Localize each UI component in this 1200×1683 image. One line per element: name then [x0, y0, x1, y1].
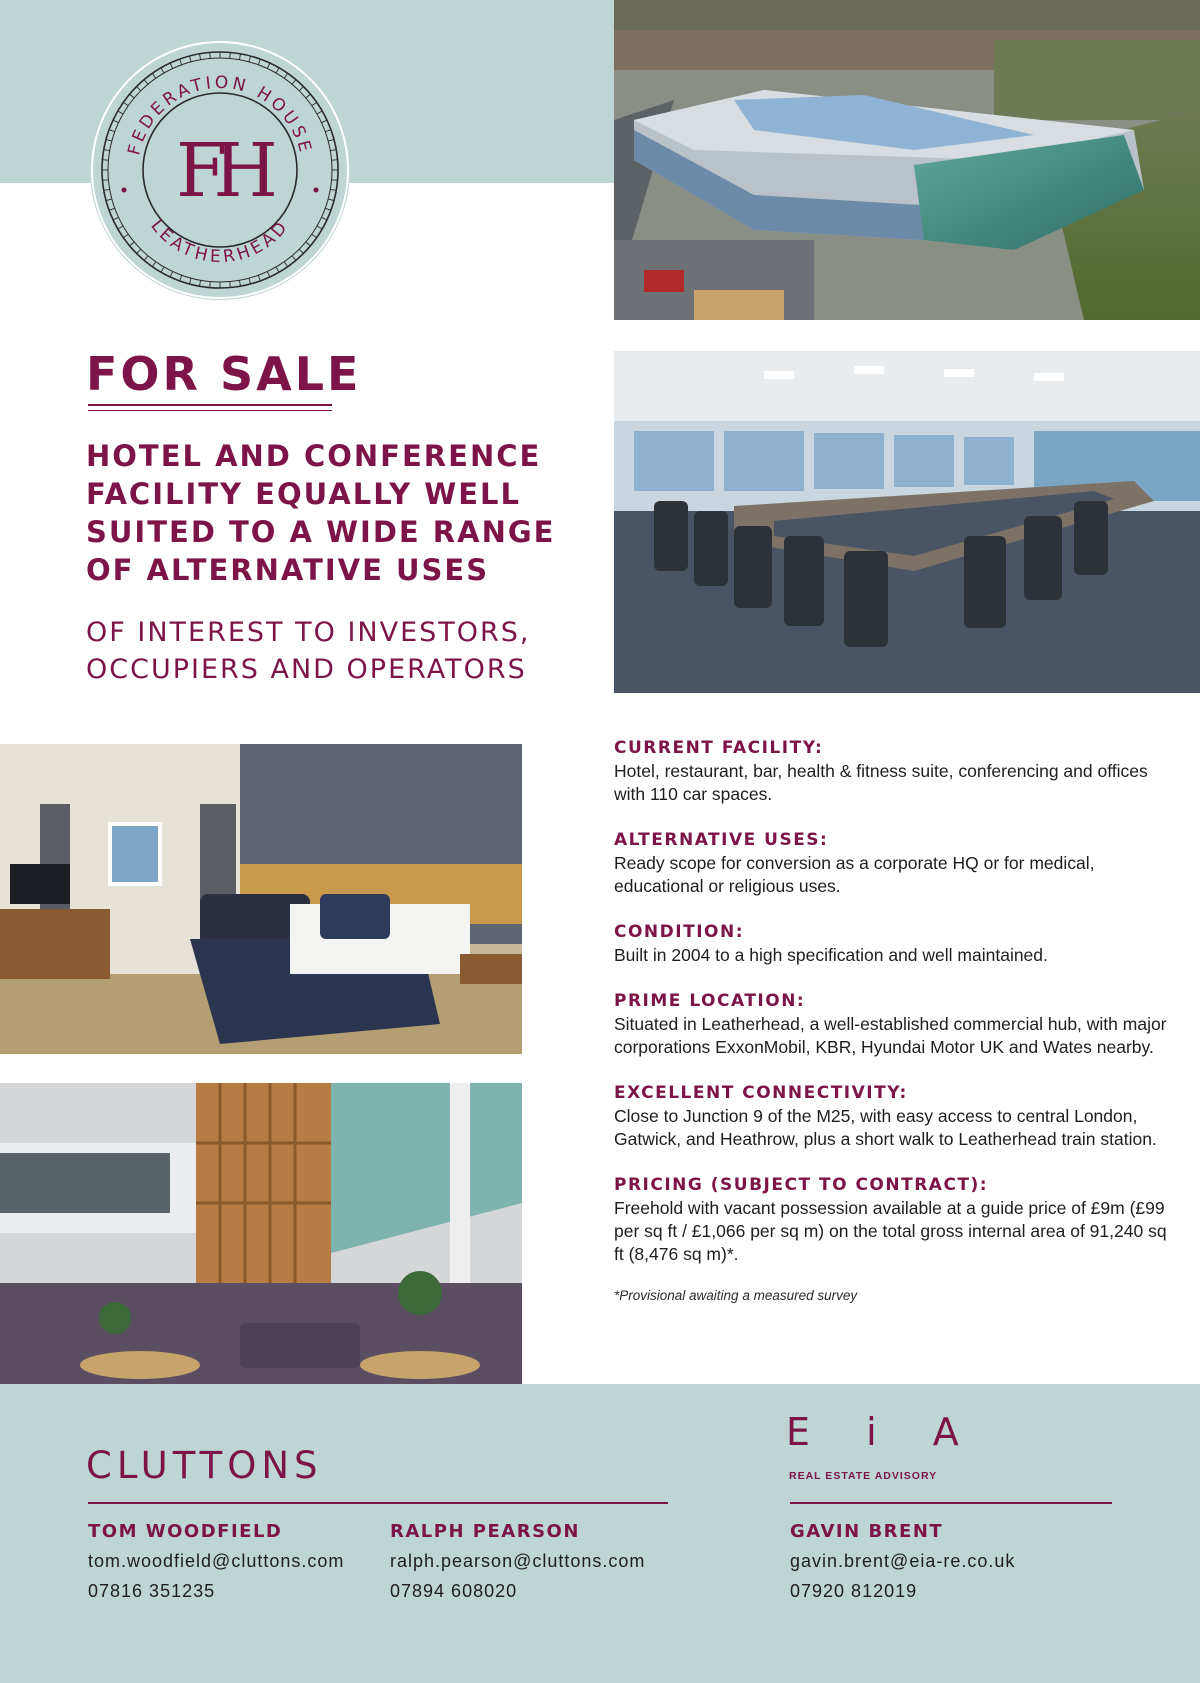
federation-house-badge — [88, 38, 352, 302]
contact-phone[interactable]: 07816 351235 — [88, 1581, 216, 1601]
contact-phone[interactable]: 07920 812019 — [790, 1581, 918, 1601]
cluttons-logo: CLUTTONS — [86, 1444, 323, 1487]
detail-current-facility — [614, 736, 1174, 806]
badge-ring-tick — [332, 160, 338, 161]
contact-name: RALPH PEARSON — [390, 1521, 580, 1542]
detail-heading: EXCELLENT CONNECTIVITY: — [614, 1083, 908, 1103]
footnote: *Provisional awaiting a measured survey — [614, 1288, 858, 1303]
for-sale-underline — [88, 404, 332, 406]
contact-ralph-pearson — [390, 1519, 645, 1605]
atrium-lounge-photo — [0, 1083, 522, 1384]
badge-monogram: FH — [176, 128, 264, 214]
aerial-building-photo — [614, 0, 1200, 320]
eia-logo: E i A — [786, 1410, 981, 1454]
detail-pricing — [614, 1173, 1174, 1266]
detail-heading: ALTERNATIVE USES: — [614, 830, 829, 850]
contact-phone[interactable]: 07894 608020 — [390, 1581, 518, 1601]
detail-condition — [614, 920, 1174, 967]
contact-email[interactable]: ralph.pearson@cluttons.com — [390, 1551, 646, 1571]
detail-heading: PRICING (SUBJECT TO CONTRACT): — [614, 1175, 989, 1195]
badge-ring-tick — [210, 282, 211, 288]
detail-body: Ready scope for conversion as a corporate HQ or for medical, educational or religious uses. — [614, 853, 1095, 896]
headline-line: SUITED TO A WIDE RANGE — [86, 515, 556, 549]
detail-prime-location — [614, 989, 1174, 1059]
badge-ring-tick — [102, 180, 108, 181]
headline-line: FACILITY EQUALLY WELL — [86, 477, 522, 511]
detail-body: Freehold with vacant possession available at a guide price of £9m (£99 per sq ft / £1,066 per sq m) on the total gross internal area of 91,240 sq ft (8,476 sq m)*. — [614, 1198, 1167, 1264]
contact-email[interactable]: gavin.brent@eia-re.co.uk — [790, 1551, 1016, 1571]
contact-name: TOM WOODFIELD — [88, 1521, 283, 1542]
badge-top-text: FEDERATION HOUSE — [124, 72, 316, 158]
detail-body: Situated in Leatherhead, a well-established commercial hub, with major corporations ExxonMobil, KBR, Hyundai Motor UK and Wates nearby. — [614, 1014, 1167, 1057]
property-details — [614, 736, 1174, 1303]
badge-bottom-text: LEATHERHEAD — [146, 215, 294, 268]
detail-heading: PRIME LOCATION: — [614, 991, 806, 1011]
headline-main — [86, 437, 586, 589]
contact-email[interactable]: tom.woodfield@cluttons.com — [88, 1551, 345, 1571]
conference-room-photo — [614, 351, 1200, 693]
footer-divider-right — [790, 1502, 1112, 1504]
contact-tom-woodfield — [88, 1519, 344, 1605]
for-sale-heading: FOR SALE — [86, 347, 362, 401]
detail-heading: CURRENT FACILITY: — [614, 738, 824, 758]
detail-body: Hotel, restaurant, bar, health & fitness suite, conferencing and offices with 110 car spaces. — [614, 761, 1148, 804]
headline-line: HOTEL AND CONFERENCE — [86, 439, 542, 473]
subtitle-line: OCCUPIERS AND OPERATORS — [86, 654, 527, 685]
badge-ring-tick — [102, 160, 108, 161]
badge-ring-tick — [230, 282, 231, 288]
badge-ring-tick — [332, 180, 338, 181]
footer-divider-left — [88, 1502, 668, 1504]
contact-gavin-brent — [790, 1519, 1015, 1605]
eia-tagline: REAL ESTATE ADVISORY — [789, 1470, 938, 1482]
detail-alternative-uses — [614, 828, 1174, 898]
badge-ring-tick — [210, 52, 211, 58]
detail-connectivity — [614, 1081, 1174, 1151]
subtitle-line: OF INTEREST TO INVESTORS, — [86, 617, 531, 648]
for-sale-underline-thin — [88, 410, 332, 411]
hotel-bedroom-photo — [0, 744, 522, 1054]
contact-name: GAVIN BRENT — [790, 1521, 944, 1542]
detail-heading: CONDITION: — [614, 922, 744, 942]
headline-subtitle — [86, 614, 606, 688]
detail-body: Close to Junction 9 of the M25, with easy access to central London, Gatwick, and Heathrow, plus a short walk to Leatherhead train station. — [614, 1106, 1157, 1149]
detail-body: Built in 2004 to a high specification and well maintained. — [614, 945, 1048, 965]
badge-ring-tick — [230, 52, 231, 58]
headline-line: OF ALTERNATIVE USES — [86, 553, 490, 587]
